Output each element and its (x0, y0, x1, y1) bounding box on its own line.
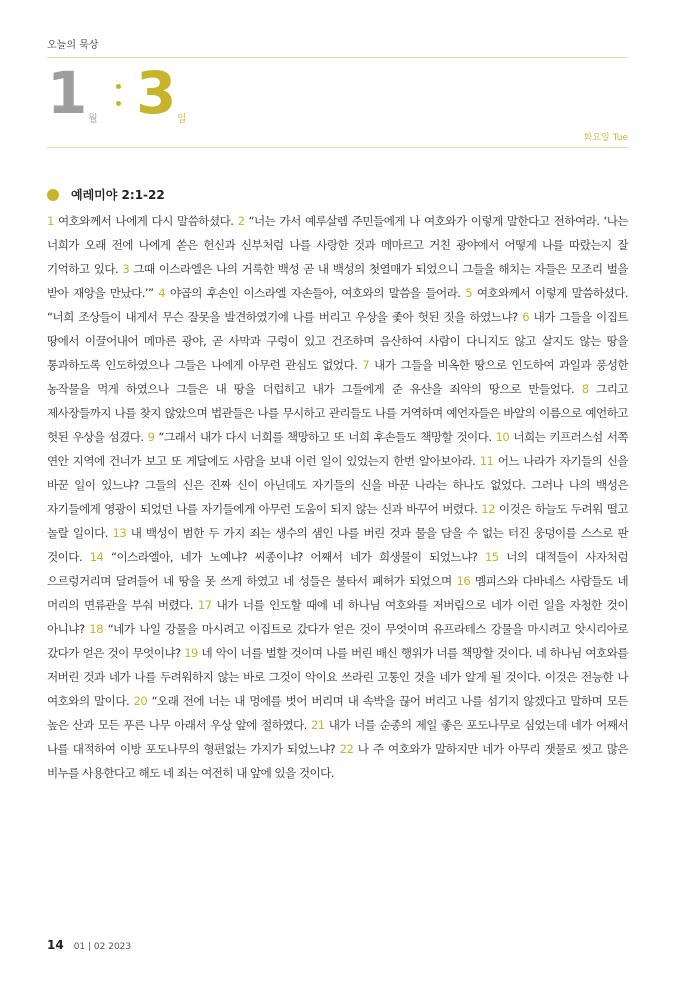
verse-number: 12 (481, 502, 495, 516)
verse-text: 내가 그들을 비옥한 땅으로 인도하여 과일과 풍성한 농작물을 먹게 하였으나 그들은 내 땅을 더럽히고 내가 그들에게 준 유산을 죄악의 땅으로 만들었다. (47, 358, 628, 396)
passage-heading (47, 186, 165, 203)
date-separator (116, 84, 122, 112)
month-number: 1 (47, 59, 88, 127)
verse-text: 내가 너를 순종의 제일 좋은 포도나무로 심었는데 네가 어째서 나를 대적하여 이방 포도나무의 형편없는 가지가 되었느냐? (47, 718, 628, 756)
month-unit: 월 (88, 114, 98, 125)
day-unit: 일 (177, 114, 187, 125)
verse-text: “오래 전에 너는 내 멍에를 벗어 버리며 내 속박을 끊어 버리고 나를 섬기지 않겠다고 말하며 모든 높은 산과 모든 푸른 나무 아래서 우상 앞에 절하였다. (47, 694, 628, 732)
verse-number: 3 (122, 262, 130, 276)
verse-number: 4 (158, 286, 166, 300)
verse-number: 8 (581, 382, 589, 396)
verse-text: 그때 이스라엘은 나의 거룩한 백성 곧 내 백성의 첫열매가 되었으니 그들을 해치는 자들은 모조리 벌을 받아 재앙을 만났다.’” (47, 262, 628, 300)
verse-number: 15 (484, 550, 499, 564)
verse-number: 6 (522, 310, 530, 324)
verse-text: 이것은 하늘도 두려워 떨고 놀랄 일이다. (47, 502, 628, 540)
page-footer (47, 938, 131, 952)
verse-number: 5 (465, 286, 473, 300)
verse-text: 멤피스와 다바네스 사람들도 네 머리의 면류관을 부숴 버렸다. (47, 574, 628, 612)
verse-text: 여호와께서 나에게 다시 말씀하셨다. (53, 214, 238, 228)
verse-text: 내가 너를 인도할 때에 네 하나님 여호와를 저버림으로 네가 이런 일을 자청한 것이 아니냐? (47, 598, 628, 636)
verse-number: 9 (147, 430, 155, 444)
issue-date: 01 | 02 2023 (73, 942, 132, 952)
verse-number: 2 (237, 214, 245, 228)
verse-text: “너는 가서 예루살렘 주민들에게 나 여호와가 이렇게 말한다고 전하여라. ‘나는 너희가 오래 전에 나에게 쏟은 헌신과 신부처럼 나를 사랑한 것과 메마르고 거친 광야에서 어떻게 나를 따랐는지 잘 기억하고 있다. (47, 214, 628, 276)
verse-text: 그리고 제사장들까지 나를 찾지 않았으며 법관들은 나를 무시하고 관리들도 나를 거역하며 예언자들은 바알의 이름으로 예언하고 헛된 우상을 섬겼다. (47, 382, 629, 444)
verse-number: 13 (112, 526, 127, 540)
verse-text: 어느 나라가 자기들의 신을 바꾼 일이 있느냐? 그들의 신은 진짜 신이 아닌데도 자기들의 신을 바꾼 나라는 하나도 없었다. 그러나 나의 백성은 자기들에게 영광이 되었던 나를 자기들에게 아무런 도움이 되지 않는 신과 바꾸어 버렸다. (47, 454, 628, 516)
scripture-reference: 예레미야 2:1-22 (71, 188, 165, 202)
verse-text: 너희는 키프러스섬 서쪽 연안 지역에 건너가 보고 또 게달에도 사람을 보내 이런 일이 있었는지 한번 알아보아라. (47, 430, 629, 468)
verse-number: 21 (310, 718, 325, 732)
verse-text: “이스라엘아, 네가 노예냐? 씨종이냐? 어째서 네가 희생물이 되었느냐? (103, 550, 485, 564)
verse-text: 내 백성이 범한 두 가지 죄는 생수의 샘인 나를 버린 것과 물을 담을 수 없는 터진 웅덩이를 스스로 판 것이다. (47, 526, 628, 564)
verse-text: 나 주 여호와가 말하지만 네가 아무리 잿물로 씻고 많은 비누를 사용한다고 해도 네 죄는 여전히 내 앞에 있을 것이다. (47, 742, 628, 780)
verse-number: 22 (339, 742, 354, 756)
page-number: 14 (47, 938, 64, 952)
verse-text: “그래서 내가 다시 너희를 책망하고 또 너희 후손들도 책망할 것이다. (154, 430, 496, 444)
verse-text: 네 악이 너를 벌할 것이며 나를 버린 배신 행위가 너를 책망할 것이다. 네 하나님 여호와를 저버린 것과 네가 나를 두려워하지 않는 바로 그것이 악이요 쓰라린 고통인 것을 네가 알게 될 것이다. 이것은 전능한 나 여호와의 말이다. (47, 646, 628, 708)
header-divider (47, 57, 628, 58)
verse-text: 여호와께서 이렇게 말씀하셨다. “너희 조상들이 내게서 무슨 잘못을 발견하였기에 나를 버리고 우상을 좇아 헛된 짓을 하였느냐? (47, 286, 628, 324)
verse-text: 내가 그들을 이집트 땅에서 이끌어내어 메마른 광야, 곧 사막과 구렁이 있고 건조하며 음산하여 사람이 다니지도 않고 살지도 않는 땅을 통과하도록 인도하였으나 그들은 나에게 아무런 관심도 없었다. (47, 310, 628, 372)
verse-number: 17 (197, 598, 212, 612)
bullet-icon (47, 189, 59, 201)
date-divider (47, 147, 628, 148)
verse-text: 야곱의 후손인 이스라엘 자손들아, 여호와의 말씀을 들어라. (165, 286, 466, 300)
section-label: 오늘의 묵상 (47, 40, 99, 51)
verse-text: 너의 대적들이 사자처럼 으르렁거리며 달려들어 네 땅을 못 쓰게 하였고 네 성들은 불타서 폐허가 되었으며 (47, 550, 628, 588)
verse-number: 7 (362, 358, 370, 372)
verse-text: “네가 나일 강물을 마시려고 이집트로 갔다가 얻은 것이 무엇이며 유프라테스 강물을 마시려고 앗시리아로 갔다가 얻은 것이 무엇이냐? (47, 622, 628, 660)
verse-number: 16 (456, 574, 471, 588)
verse-number: 20 (133, 694, 148, 708)
verse-number: 19 (184, 646, 198, 660)
scripture-passage (47, 209, 628, 785)
weekday-label: 화요일 Tue (583, 133, 628, 143)
day-number: 3 (136, 59, 177, 127)
verse-number: 14 (89, 550, 104, 564)
verse-number: 18 (89, 622, 103, 636)
verse-number: 1 (47, 214, 54, 228)
verse-number: 11 (479, 454, 494, 468)
verse-number: 10 (495, 430, 510, 444)
